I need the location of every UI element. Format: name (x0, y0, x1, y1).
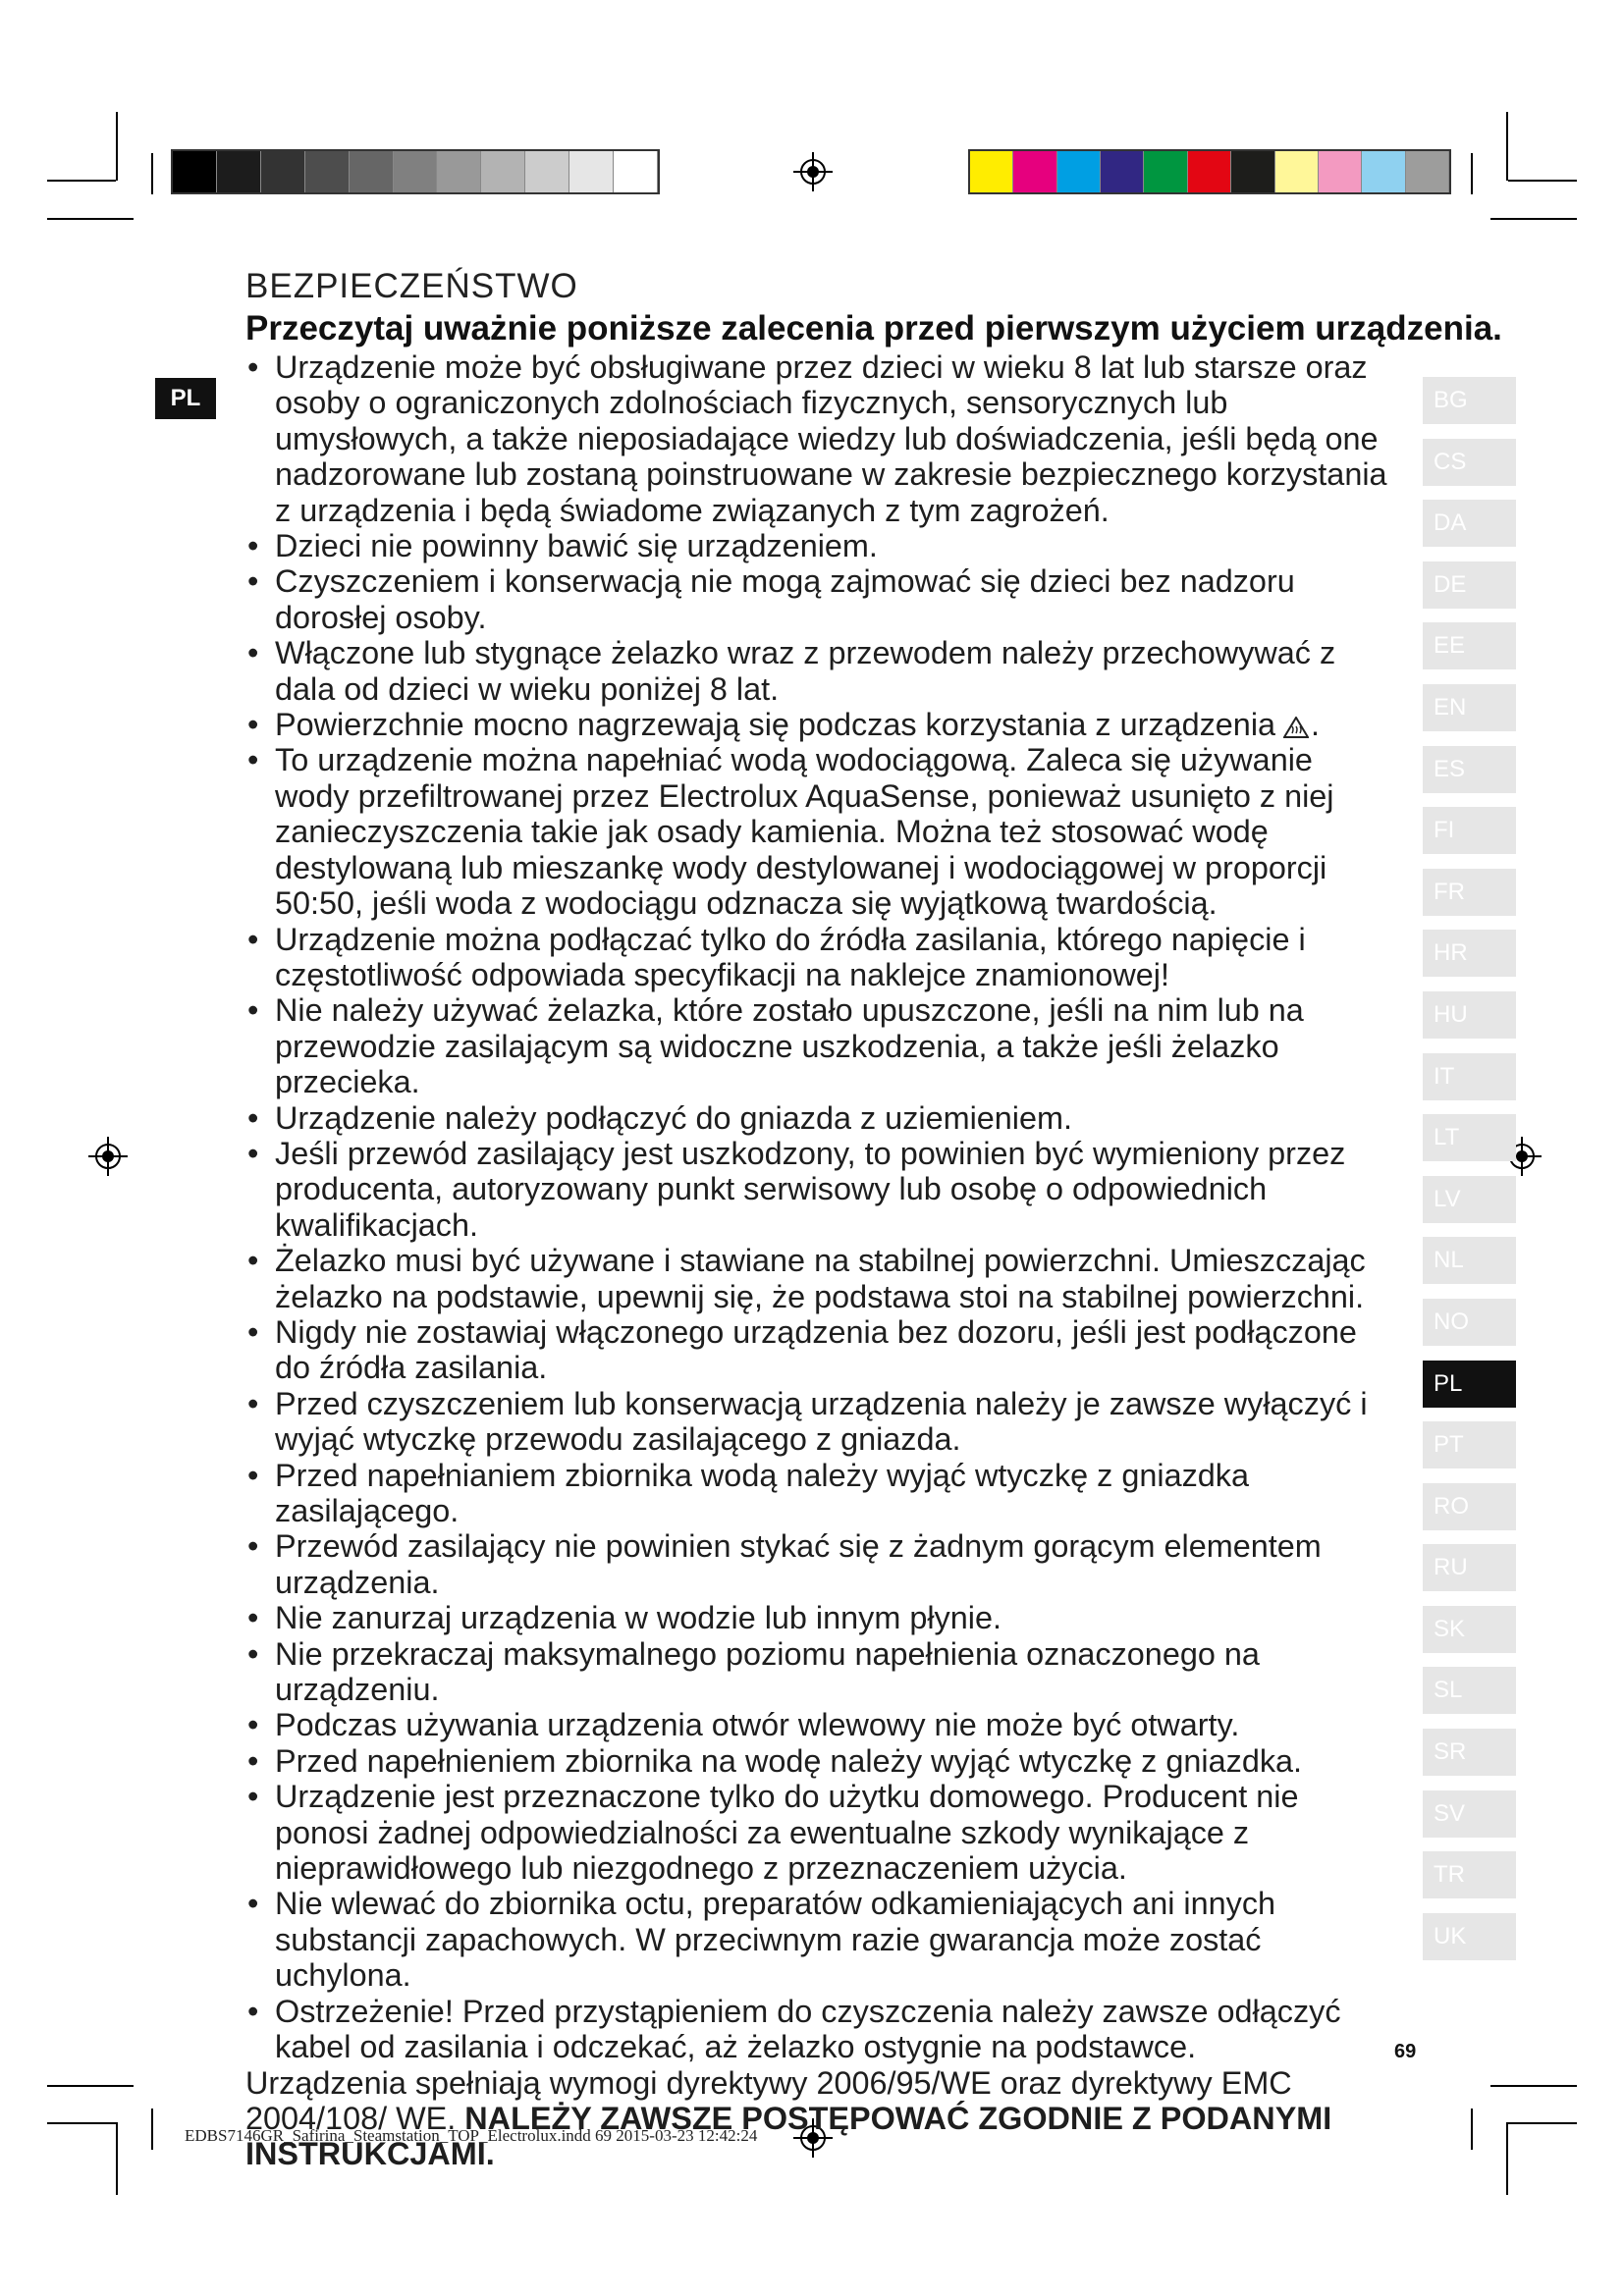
language-tab-cs: CS (1423, 439, 1516, 486)
language-tab-list (1423, 377, 1516, 1974)
language-tab-sr: SR (1423, 1729, 1516, 1776)
language-tab-uk: UK (1423, 1913, 1516, 1960)
list-item: • Nie przekraczaj maksymalnego poziomu napełnienia oznaczonego na urządzeniu. (245, 1636, 1394, 1708)
color-swatch (1101, 151, 1144, 192)
color-swatch (1231, 151, 1274, 192)
list-item: • Urządzenie należy podłączyć do gniazda z uziemieniem. (245, 1100, 1394, 1136)
color-swatch (970, 151, 1013, 192)
list-item: • Powierzchnie mocno nagrzewają się podczas korzystania z urządzenia . (245, 707, 1394, 742)
list-item: • Podczas używania urządzenia otwór wlewowy nie może być otwarty. (245, 1707, 1394, 1742)
language-tab-bg: BG (1423, 377, 1516, 424)
language-tab-de: DE (1423, 561, 1516, 609)
language-tab-ru: RU (1423, 1544, 1516, 1591)
list-item: • Włączone lub stygnące żelazko wraz z przewodem należy przechowywać z dala od dzieci w wieku poniżej 8 lat. (245, 635, 1394, 707)
language-tab-ro: RO (1423, 1483, 1516, 1530)
language-tab-pl: PL (1423, 1361, 1516, 1408)
language-tab-fr: FR (1423, 869, 1516, 916)
color-swatch (1406, 151, 1449, 192)
gray-swatch (173, 151, 217, 192)
gray-swatch (569, 151, 614, 192)
language-tab-no: NO (1423, 1299, 1516, 1346)
language-tab-it: IT (1423, 1053, 1516, 1100)
language-tab-pt: PT (1423, 1421, 1516, 1468)
list-item: • Nie należy używać żelazka, które zostało upuszczone, jeśli na nim lub na przewodzie zasilającym są widoczne uszkodzenia, a także jeśli żelazko przecieka. (245, 992, 1394, 1099)
list-item: • Nie wlewać do zbiornika octu, preparatów odkamieniających ani innych substancji zapachowych. W przeciwnym razie gwarancja może zostać uchylona. (245, 1886, 1394, 1993)
language-tab-hu: HU (1423, 991, 1516, 1039)
language-tab-ee: EE (1423, 622, 1516, 669)
color-swatch (1319, 151, 1362, 192)
list-item: • Przed napełnianiem zbiornika wodą należy wyjąć wtyczkę z gniazdka zasilającego. (245, 1458, 1394, 1529)
list-item: • Dzieci nie powinny bawić się urządzeniem. (245, 528, 1394, 563)
language-tab-es: ES (1423, 746, 1516, 793)
color-swatch (1275, 151, 1319, 192)
color-swatch (1144, 151, 1187, 192)
language-tab-en: EN (1423, 684, 1516, 731)
color-swatch (1013, 151, 1056, 192)
color-swatch (1362, 151, 1405, 192)
language-tab-hr: HR (1423, 930, 1516, 977)
language-tab-da: DA (1423, 500, 1516, 547)
language-tab-sl: SL (1423, 1667, 1516, 1714)
list-item: • Przed czyszczeniem lub konserwacją urządzenia należy je zawsze wyłączyć i wyjąć wtyczkę przewodu zasilającego z gniazda. (245, 1386, 1394, 1458)
list-item: • Jeśli przewód zasilający jest uszkodzony, to powinien być wymieniony przez producenta, autoryzowany punkt serwisowy lub osobę o odpowiednich kwalifikacjach. (245, 1136, 1394, 1243)
language-tab-fi: FI (1423, 807, 1516, 854)
section-title: BEZPIECZEŃSTWO (245, 267, 578, 305)
list-item: • To urządzenie można napełniać wodą wodociągową. Zaleca się używanie wody przefiltrowanej przez Electrolux AquaSense, ponieważ usunięto z niej zanieczyszczenia takie jak osady kamienia. Można też stosować wodę destylowaną lub mieszankę wody destylowanej i wodociągowej w proporcji 50:50, jeśli woda z wodociągu odznacza się wyjątkową twardością. (245, 742, 1394, 921)
gray-swatch (261, 151, 305, 192)
lead-instruction: Przeczytaj uważnie poniższe zalecenia przed pierwszym użyciem urządzenia. (245, 309, 1502, 347)
color-swatch (1057, 151, 1101, 192)
gray-swatch (525, 151, 569, 192)
hot-surface-warning-icon (1283, 717, 1309, 738)
list-item: • Czyszczeniem i konserwacją nie mogą zajmować się dzieci bez nadzoru dorosłej osoby. (245, 563, 1394, 635)
print-slug: EDBS7146GR_Safirina_Steamstation_TOP_Electrolux.indd 69 2015-03-23 12:42:24 (185, 2126, 758, 2145)
list-item: • Żelazko musi być używane i stawiane na stabilnej powierzchni. Umieszczając żelazko na podstawie, upewnij się, że podstawa stoi na stabilnej powierzchni. (245, 1243, 1394, 1314)
registration-mark-icon (88, 1137, 128, 1176)
compliance-statement: Urządzenia spełniają wymogi dyrektywy 2006/95/WE oraz dyrektywy EMC 2004/108/ WE. NALEŻY ZAWSZE POSTĘPOWAĆ ZGODNIE Z PODANYMI INSTRUKCJAMI. (245, 2064, 1332, 2172)
list-item: • Nigdy nie zostawiaj włączonego urządzenia bez dozoru, jeśli jest podłączone do źródła zasilania. (245, 1314, 1394, 1386)
gray-swatch (305, 151, 350, 192)
gray-swatch (217, 151, 261, 192)
list-item: • Urządzenie można podłączać tylko do źródła zasilania, którego napięcie i częstotliwość odpowiada specyfikacji na naklejce znamionowej! (245, 922, 1394, 993)
grayscale-color-bar (171, 149, 660, 194)
language-tab-nl: NL (1423, 1237, 1516, 1284)
list-item: • Nie zanurzaj urządzenia w wodzie lub innym płynie. (245, 1600, 1394, 1635)
registration-mark-icon (793, 152, 833, 191)
language-tab-lv: LV (1423, 1176, 1516, 1223)
list-item: • Urządzenie jest przeznaczone tylko do użytku domowego. Producent nie ponosi żadnej odpowiedzialności za ewentualne szkody wynikające z nieprawidłowego lub niezgodnego z przeznaczeniem użycia. (245, 1779, 1394, 1886)
current-language-tab: PL (155, 378, 216, 419)
gray-swatch (350, 151, 394, 192)
gray-swatch (394, 151, 438, 192)
list-item: • Urządzenie może być obsługiwane przez dzieci w wieku 8 lat lub starsze oraz osoby o ograniczonych zdolnościach fizycznych, sensorycznych lub umysłowych, a także nieposiadające wiedzy lub doświadczenia, jeśli będą one nadzorowane lub zostaną poinstruowane w zakresie bezpiecznego korzystania z urządzenia i będą świadome związanych z tym zagrożeń. (245, 349, 1394, 528)
gray-swatch (437, 151, 481, 192)
gray-swatch (614, 151, 658, 192)
language-tab-sk: SK (1423, 1606, 1516, 1653)
list-item: • Ostrzeżenie! Przed przystąpieniem do czyszczenia należy zawsze odłączyć kabel od zasilania i odczekać, aż żelazko ostygnie na podstawce. (245, 1994, 1394, 2065)
safety-list (245, 349, 1394, 2065)
list-item: • Przewód zasilający nie powinien stykać się z żadnym gorącym elementem urządzenia. (245, 1528, 1394, 1600)
language-tab-sv: SV (1423, 1790, 1516, 1838)
gray-swatch (481, 151, 525, 192)
list-item: • Przed napełnieniem zbiornika na wodę należy wyjąć wtyczkę z gniazdka. (245, 1743, 1394, 1779)
instructions-emphasis: NALEŻY ZAWSZE POSTĘPOWAĆ ZGODNIE Z PODANYMI INSTRUKCJAMI. (245, 2100, 1332, 2172)
language-tab-lt: LT (1423, 1114, 1516, 1161)
language-tab-tr: TR (1423, 1851, 1516, 1898)
page-number: 69 (1394, 2041, 1417, 2062)
color-swatch (1188, 151, 1231, 192)
process-color-bar (968, 149, 1451, 194)
